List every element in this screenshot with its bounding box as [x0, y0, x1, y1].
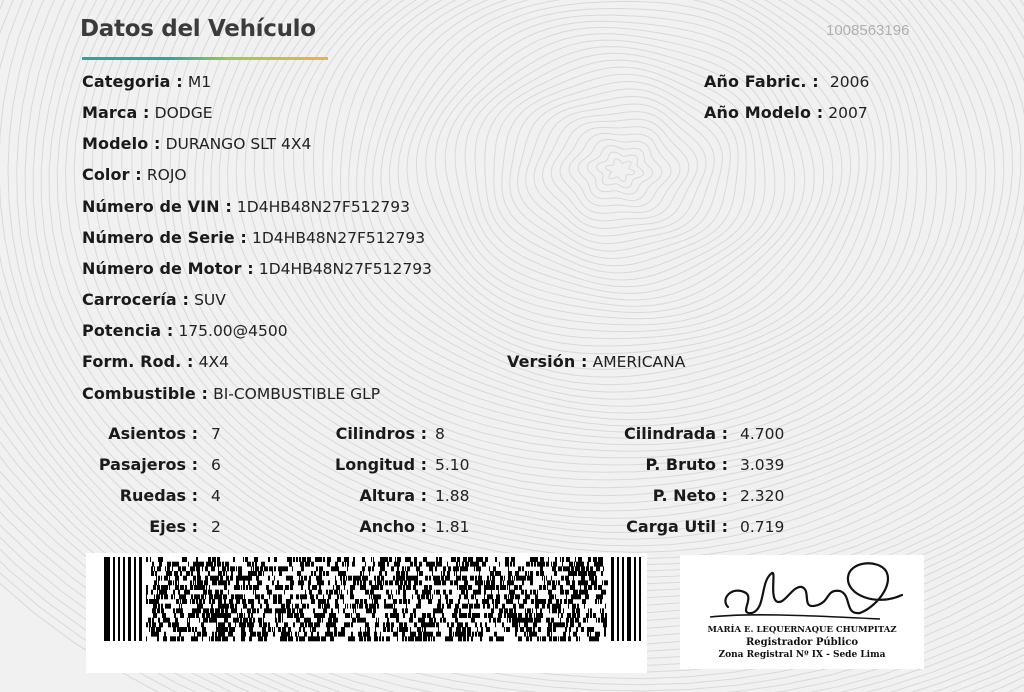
- field-form-rod: [82, 352, 229, 372]
- spec-value-asientos: 7: [211, 425, 221, 443]
- spec-value-carga-util: 0.719: [740, 518, 785, 536]
- spec-value-cilindrada: 4.700: [740, 425, 785, 443]
- field-potencia: [82, 321, 288, 341]
- field-label: Combustible :: [82, 384, 208, 403]
- spec-label-longitud: Longitud :: [335, 455, 427, 474]
- spec-label-pasajeros: Pasajeros :: [98, 455, 198, 474]
- field-label: Categoria :: [82, 72, 183, 91]
- spec-label-p-neto: P. Neto :: [652, 486, 728, 505]
- field-label: Número de Motor :: [82, 259, 254, 278]
- spec-label-carga-util: Carga Util :: [626, 517, 728, 536]
- field-value: 2007: [828, 104, 868, 122]
- spec-value-p-bruto: 3.039: [740, 456, 785, 474]
- title-underline: [82, 57, 328, 60]
- spec-label-ejes: Ejes :: [149, 517, 198, 536]
- field-anio-modelo: [704, 103, 868, 123]
- signature-block: [680, 555, 924, 669]
- barcode-graphic: [86, 553, 647, 673]
- spec-value-ancho: 1.81: [435, 518, 470, 536]
- spec-value-longitud: 5.10: [435, 456, 470, 474]
- field-value: 4X4: [198, 353, 229, 371]
- field-motor: [82, 259, 432, 279]
- field-value: 2006: [829, 73, 870, 91]
- field-value: 1D4HB48N27F512793: [252, 229, 426, 247]
- field-label: Número de VIN :: [82, 197, 232, 216]
- signatory-role: Registrador Público: [745, 637, 858, 648]
- field-label: Marca :: [82, 103, 150, 122]
- field-label: Año Fabric. :: [704, 72, 819, 91]
- field-vin: [82, 197, 410, 217]
- field-label: Form. Rod. :: [82, 352, 194, 371]
- field-carroceria: [82, 290, 226, 310]
- field-value: BI-COMBUSTIBLE GLP: [213, 385, 381, 403]
- field-label: Carrocería :: [82, 290, 189, 309]
- pdf417-barcode: [86, 553, 647, 673]
- field-label: Versión :: [507, 352, 588, 371]
- field-value: 175.00@4500: [178, 322, 288, 340]
- field-value: ROJO: [146, 166, 187, 184]
- field-marca: [82, 103, 213, 123]
- field-anio-fabric: [704, 72, 869, 92]
- field-value: 1D4HB48N27F512793: [236, 198, 410, 216]
- field-value: DODGE: [154, 104, 213, 122]
- field-label: Número de Serie :: [82, 228, 247, 247]
- spec-label-ruedas: Ruedas :: [119, 486, 198, 505]
- field-categoria: [82, 72, 211, 92]
- signatory-name: MARÍA E. LEQUERNAQUE CHUMPITAZ: [707, 625, 897, 635]
- field-label: Potencia :: [82, 321, 174, 340]
- field-combustible: [82, 384, 380, 404]
- field-version: [507, 352, 685, 372]
- spec-label-asientos: Asientos :: [108, 424, 198, 443]
- field-color: [82, 165, 187, 185]
- page-title: Datos del Vehículo: [80, 16, 316, 42]
- field-serie: [82, 228, 425, 248]
- document-number: 1008563196: [826, 22, 910, 39]
- field-label: Color :: [82, 165, 142, 184]
- signatory-office: Zona Registral Nº IX - Sede Lima: [718, 650, 886, 660]
- field-label: Año Modelo :: [704, 103, 824, 122]
- field-value: M1: [187, 73, 212, 91]
- spec-value-ruedas: 4: [211, 487, 221, 505]
- spec-label-cilindros: Cilindros :: [335, 424, 427, 443]
- spec-value-ejes: 2: [211, 518, 221, 536]
- spec-label-cilindrada: Cilindrada :: [624, 424, 728, 443]
- field-label: Modelo :: [82, 134, 161, 153]
- spec-label-altura: Altura :: [359, 486, 427, 505]
- spec-value-p-neto: 2.320: [740, 487, 785, 505]
- spec-value-pasajeros: 6: [211, 456, 221, 474]
- spec-value-altura: 1.88: [435, 487, 470, 505]
- field-value: SUV: [194, 291, 226, 309]
- spec-label-p-bruto: P. Bruto :: [645, 455, 728, 474]
- spec-label-ancho: Ancho :: [359, 517, 427, 536]
- field-value: DURANGO SLT 4X4: [165, 135, 312, 153]
- field-value: 1D4HB48N27F512793: [258, 260, 432, 278]
- field-modelo: [82, 134, 311, 154]
- spec-value-cilindros: 8: [435, 425, 445, 443]
- field-value: AMERICANA: [592, 353, 686, 371]
